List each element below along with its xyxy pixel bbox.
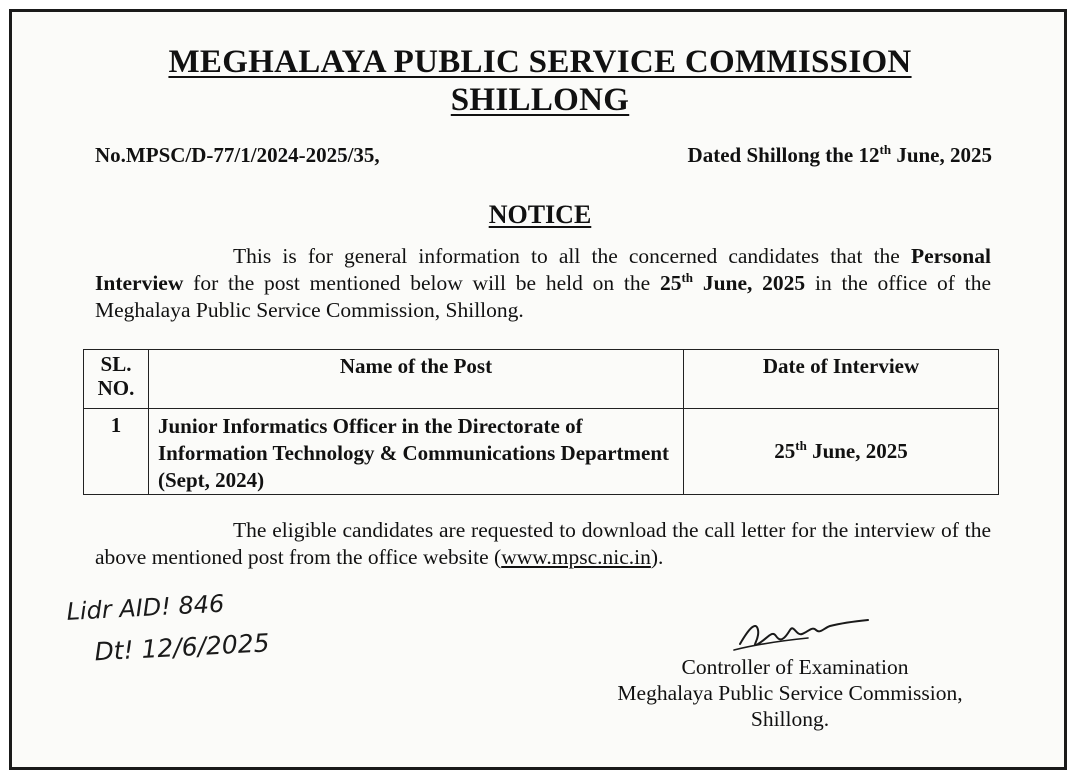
cell-post: Junior Informatics Officer in the Directorate of Information Technology & Communications Department (Sept, 2024) xyxy=(149,409,684,495)
col-header-date: Date of Interview xyxy=(684,350,999,409)
org-city: SHILLONG xyxy=(450,82,630,118)
cell-sl: 1 xyxy=(84,409,149,495)
handwritten-note xyxy=(65,590,365,680)
reference-number: No.MPSC/D-77/1/2024-2025/35, xyxy=(95,143,380,167)
handwritten-line-1: Lidr AID! 846 xyxy=(65,590,225,626)
notice-heading: NOTICE xyxy=(488,200,592,229)
notice-date: Dated Shillong the 12th June, 2025 xyxy=(687,142,992,167)
signatory-org: Meghalaya Public Service Commission, xyxy=(617,681,963,705)
website-link[interactable]: www.mpsc.nic.in xyxy=(501,545,651,569)
signature xyxy=(728,600,878,660)
col-header-sl: SL. NO. xyxy=(84,350,149,409)
handwritten-line-2: Dt! 12/6/2025 xyxy=(93,628,271,667)
signatory-city: Shillong. xyxy=(750,707,830,731)
cell-date: 25th June, 2025 xyxy=(684,409,999,495)
col-header-post: Name of the Post xyxy=(149,350,684,409)
download-paragraph: The eligible candidates are requested to download the call letter for the interview of the above mentioned post from the office website (www.mpsc.nic.in). xyxy=(95,518,991,569)
signatory-title: Controller of Examination xyxy=(681,655,909,679)
table-row xyxy=(84,409,999,495)
org-title: MEGHALAYA PUBLIC SERVICE COMMISSION xyxy=(168,44,912,80)
notice-paragraph: This is for general information to all the concerned candidates that the Personal Interview for the post mentioned below will be held on the 25th June, 2025 in the office of the Meghalaya Public Service Commission, Shillong. xyxy=(95,244,991,322)
interview-table xyxy=(83,349,999,495)
table-header-row xyxy=(84,350,999,409)
